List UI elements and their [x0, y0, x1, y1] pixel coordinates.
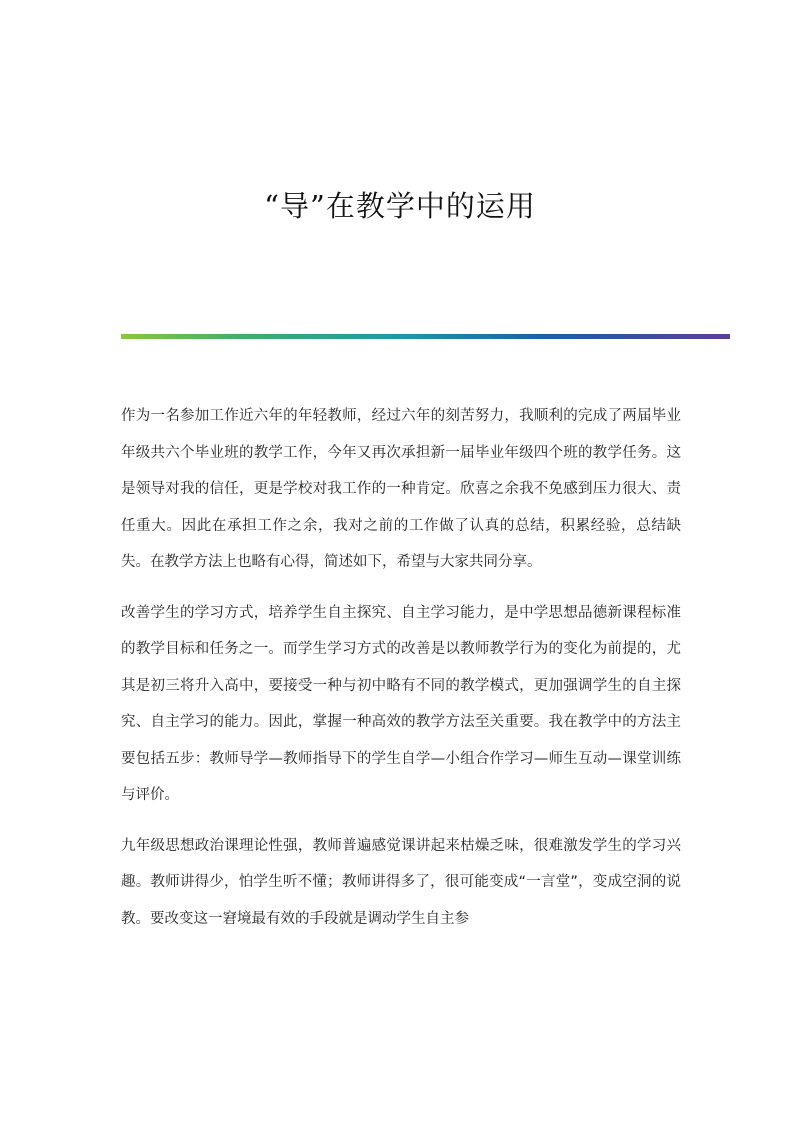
document-body	[121, 398, 681, 951]
title-divider	[121, 334, 730, 339]
page-title: “导”在教学中的运用	[264, 189, 536, 223]
paragraph: 作为一名参加工作近六年的年轻教师，经过六年的刻苦努力，我顺利的完成了两届毕业年级共六个毕业班的教学工作，今年又再次承担新一届毕业年级四个班的教学任务。这是领导对我的信任，更是学校对我工作的一种肯定。欣喜之余我不免感到压力很大、责任重大。因此在承担工作之余，我对之前的工作做了认真的总结，积累经验，总结缺失。在教学方法上也略有心得，简述如下，希望与大家共同分享。	[121, 408, 681, 570]
paragraph: 改善学生的学习方式，培养学生自主探究、自主学习能力，是中学思想品德新课程标准的教学目标和任务之一。而学生学习方式的改善是以教师教学行为的变化为前提的，尤其是初三将升入高中，要接受一种与初中略有不同的教学模式，更加强调学生的自主探究、自主学习的能力。因此，掌握一种高效的教学方法至关重要。我在教学中的方法主要包括五步：教师导学—教师指导下的学生自学—小组合作学习—师生互动—课堂训练与评价。	[121, 604, 681, 803]
paragraph: 九年级思想政治课理论性强，教师普遍感觉课讲起来枯燥乏味，很难激发学生的学习兴趣。教师讲得少，怕学生听不懂；教师讲得多了，很可能变成“一言堂”，变成空洞的说教。要改变这一窘境最有效的手段就是调动学生自主参	[121, 837, 681, 927]
